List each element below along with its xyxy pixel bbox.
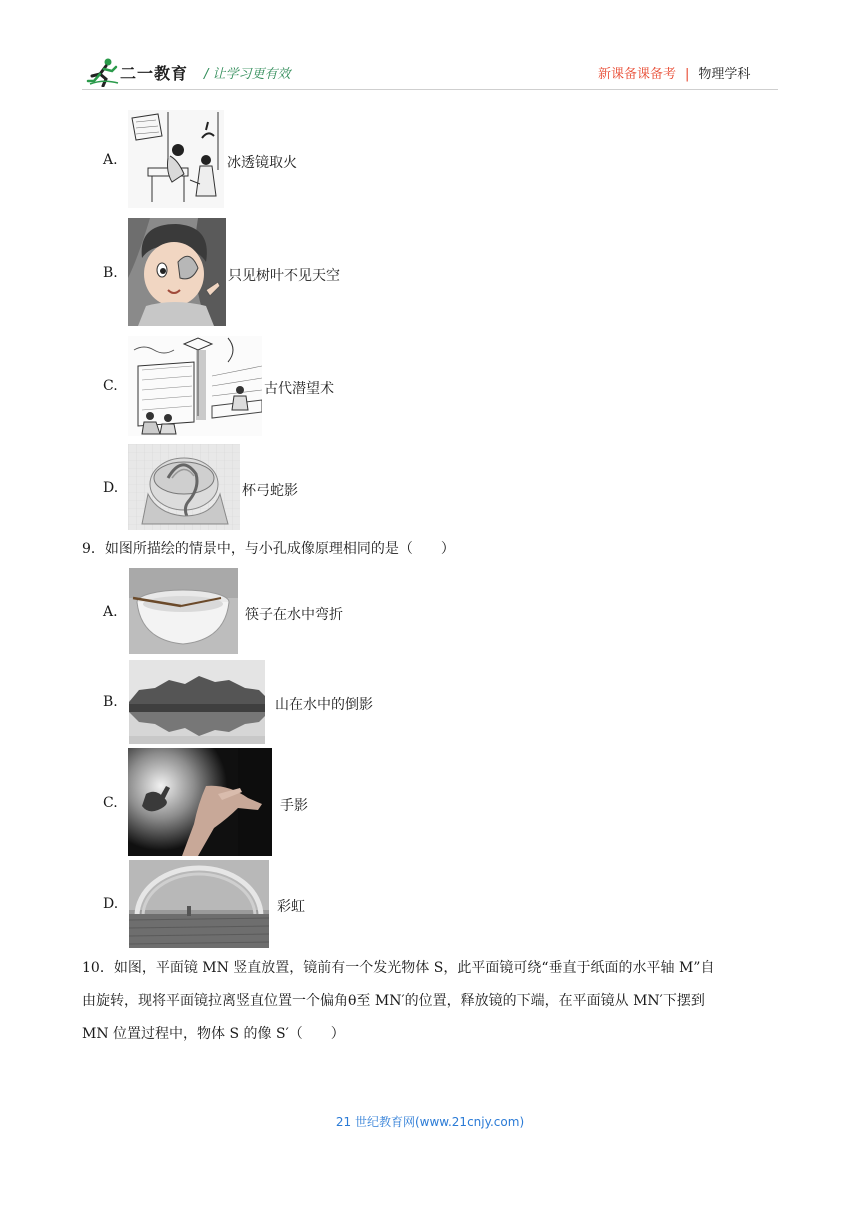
q9-option-a-letter: A.: [103, 604, 118, 620]
q8-option-c-image: [128, 336, 262, 436]
slogan: / 让学习更有效: [204, 67, 291, 82]
header-separator: |: [685, 67, 690, 82]
q10-stem-line-2: 由旋转，现将平面镜拉离竖直位置一个偏角θ至 MN′的位置，释放镜的下端，在平面镜从 MN′下摆到: [82, 993, 705, 1009]
q9-option-b-text: 山在水中的倒影: [275, 697, 373, 713]
q8-option-d-letter: D.: [103, 480, 119, 496]
q8-option-b-image: [128, 218, 226, 326]
q8-option-b-letter: B.: [103, 265, 118, 281]
q9-option-d-letter: D.: [103, 896, 119, 912]
q8-option-d-image: [128, 444, 240, 530]
q10-stem-line-1: 10．如图，平面镜 MN 竖直放置，镜前有一个发光物体 S，此平面镜可绕“垂直于纸面的水平轴 M”自: [82, 960, 715, 976]
q9-option-c-letter: C.: [103, 795, 118, 811]
logo-text: 二一教育: [120, 64, 189, 83]
q9-option-c-image: [128, 748, 272, 856]
logo-runner-icon: [86, 57, 120, 87]
q10-stem-line-3: MN 位置过程中，物体 S 的像 S′（ ）: [82, 1026, 345, 1042]
q8-option-d-text: 杯弓蛇影: [242, 483, 298, 499]
q8-option-a-letter: A.: [103, 152, 118, 168]
q9-option-d-text: 彩虹: [277, 899, 305, 915]
header-right: [598, 63, 750, 82]
header-divider: [82, 89, 778, 90]
q9-option-a-image: [129, 568, 238, 654]
header-course-label: 新课备课备考: [598, 67, 677, 82]
q9-option-a-text: 筷子在水中弯折: [245, 607, 343, 623]
footer-source: 21 世纪教育网(www.21cnjy.com): [335, 1115, 525, 1129]
q9-option-b-image: [129, 660, 265, 744]
q8-option-a-text: 冰透镜取火: [227, 155, 297, 171]
q9-option-c-text: 手影: [280, 798, 308, 814]
q8-option-b-text: 只见树叶不见天空: [228, 268, 340, 284]
header-subject-label: 物理学科: [698, 67, 751, 82]
q9-option-b-letter: B.: [103, 694, 118, 710]
q9-option-d-image: [129, 860, 269, 948]
q8-option-c-letter: C.: [103, 378, 118, 394]
q9-stem: 9．如图所描绘的情景中，与小孔成像原理相同的是（ ）: [82, 541, 455, 557]
q8-option-a-image: [128, 110, 224, 208]
q8-option-c-text: 古代潜望术: [264, 381, 334, 397]
